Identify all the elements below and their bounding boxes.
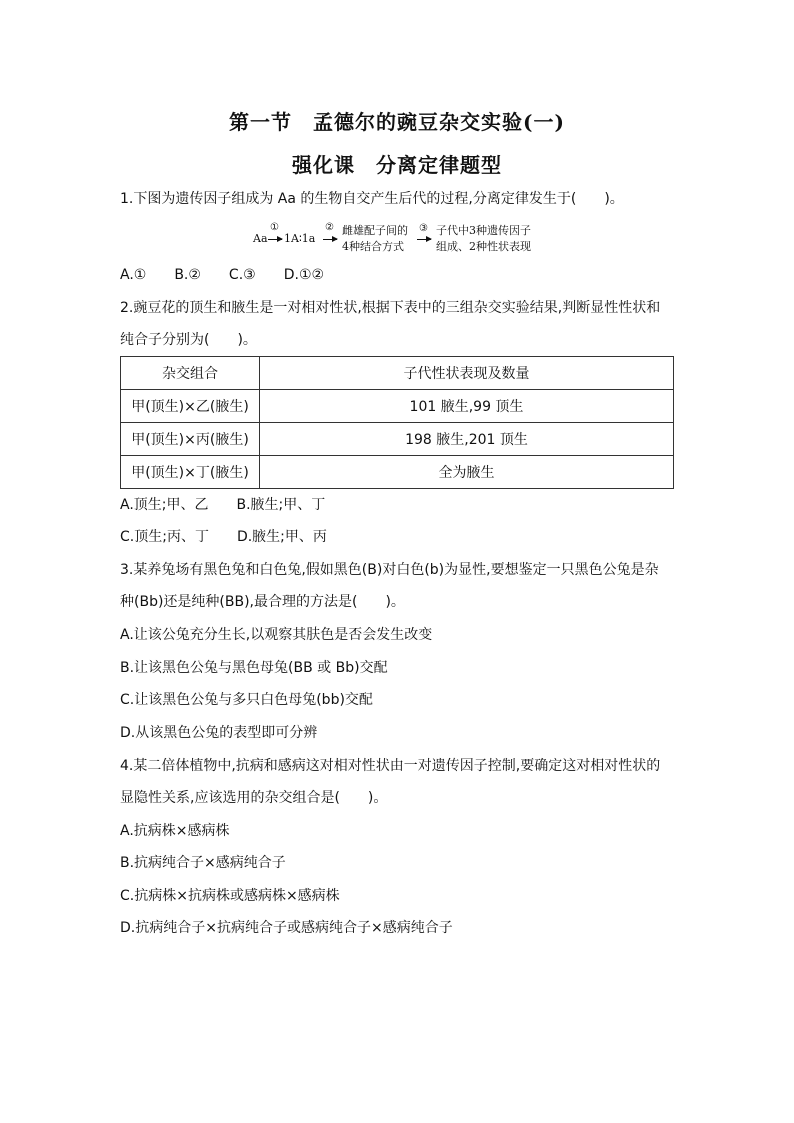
q4-option-d: D.抗病纯合子×抗病纯合子或感病纯合子×感病纯合子: [120, 920, 453, 936]
arrow-icon: [417, 239, 431, 240]
table-row: [121, 423, 674, 456]
table-row: [121, 390, 674, 423]
q2-stem-line1: 2.豌豆花的顶生和腋生是一对相对性状,根据下表中的三组杂交实验结果,判断显性性状和: [120, 300, 661, 316]
diagram-gametes: 1A∶1a: [284, 232, 316, 245]
table-cell: 甲(顶生)×丙(腋生): [121, 423, 260, 456]
diagram-combine-line1: 雌雄配子间的: [342, 224, 408, 237]
q3-option-d: D.从该黑色公兔的表型即可分辨: [120, 725, 318, 741]
q1-stem: 1.下图为遗传因子组成为 Aa 的生物自交产生后代的过程,分离定律发生于( )。: [120, 191, 624, 207]
q3-stem-line2: 种(Bb)还是纯种(BB),最合理的方法是( )。: [120, 594, 405, 610]
table-header-offspring: 子代性状表现及数量: [260, 357, 674, 390]
diagram-step3-label: ③: [419, 223, 428, 234]
diagram-step2-label: ②: [325, 222, 334, 233]
table-header-row: [121, 357, 674, 390]
q3-option-a: A.让该公兔充分生长,以观察其肤色是否会发生改变: [120, 627, 433, 643]
arrow-icon: [268, 239, 282, 240]
q3-stem-line1: 3.某养兔场有黑色兔和白色兔,假如黑色(B)对白色(b)为显性,要想鉴定一只黑色公兔是杂: [120, 562, 659, 578]
table-cell: 甲(顶生)×乙(腋生): [121, 390, 260, 423]
table-cell: 甲(顶生)×丁(腋生): [121, 456, 260, 489]
page-title: 第一节 孟德尔的豌豆杂交实验(一): [229, 110, 565, 134]
q4-option-c: C.抗病株×抗病株或感病株×感病株: [120, 888, 340, 904]
q2-stem-line2: 纯合子分别为( )。: [120, 332, 257, 348]
q2-options-line1: A.顶生;甲、乙 B.腋生;甲、丁: [120, 497, 326, 513]
diagram-result-line2: 组成、2种性状表现: [436, 240, 531, 253]
cross-results-table: [120, 356, 674, 489]
q1-process-diagram: [253, 222, 543, 256]
table-cell: 101 腋生,99 顶生: [260, 390, 674, 423]
diagram-result-line1: 子代中3种遗传因子: [436, 224, 531, 237]
table-header-cross: 杂交组合: [121, 357, 260, 390]
diagram-combine-line2: 4种结合方式: [342, 240, 404, 253]
q4-stem-line2: 显隐性关系,应该选用的杂交组合是( )。: [120, 790, 388, 806]
q3-option-b: B.让该黑色公兔与黑色母兔(BB 或 Bb)交配: [120, 660, 388, 676]
arrow-icon: [323, 239, 337, 240]
q1-options: A.① B.② C.③ D.①②: [120, 267, 325, 283]
q4-option-a: A.抗病株×感病株: [120, 823, 230, 839]
table-cell: 全为腋生: [260, 456, 674, 489]
q4-option-b: B.抗病纯合子×感病纯合子: [120, 855, 286, 871]
q3-option-c: C.让该黑色公兔与多只白色母兔(bb)交配: [120, 692, 373, 708]
table-cell: 198 腋生,201 顶生: [260, 423, 674, 456]
table-row: [121, 456, 674, 489]
q2-options-line2: C.顶生;丙、丁 D.腋生;甲、丙: [120, 529, 327, 545]
diagram-step1-label: ①: [270, 222, 279, 233]
page-subtitle: 强化课 分离定律题型: [292, 153, 502, 177]
diagram-start: Aa: [253, 232, 268, 245]
q4-stem-line1: 4.某二倍体植物中,抗病和感病这对相对性状由一对遗传因子控制,要确定这对相对性状的: [120, 758, 661, 774]
